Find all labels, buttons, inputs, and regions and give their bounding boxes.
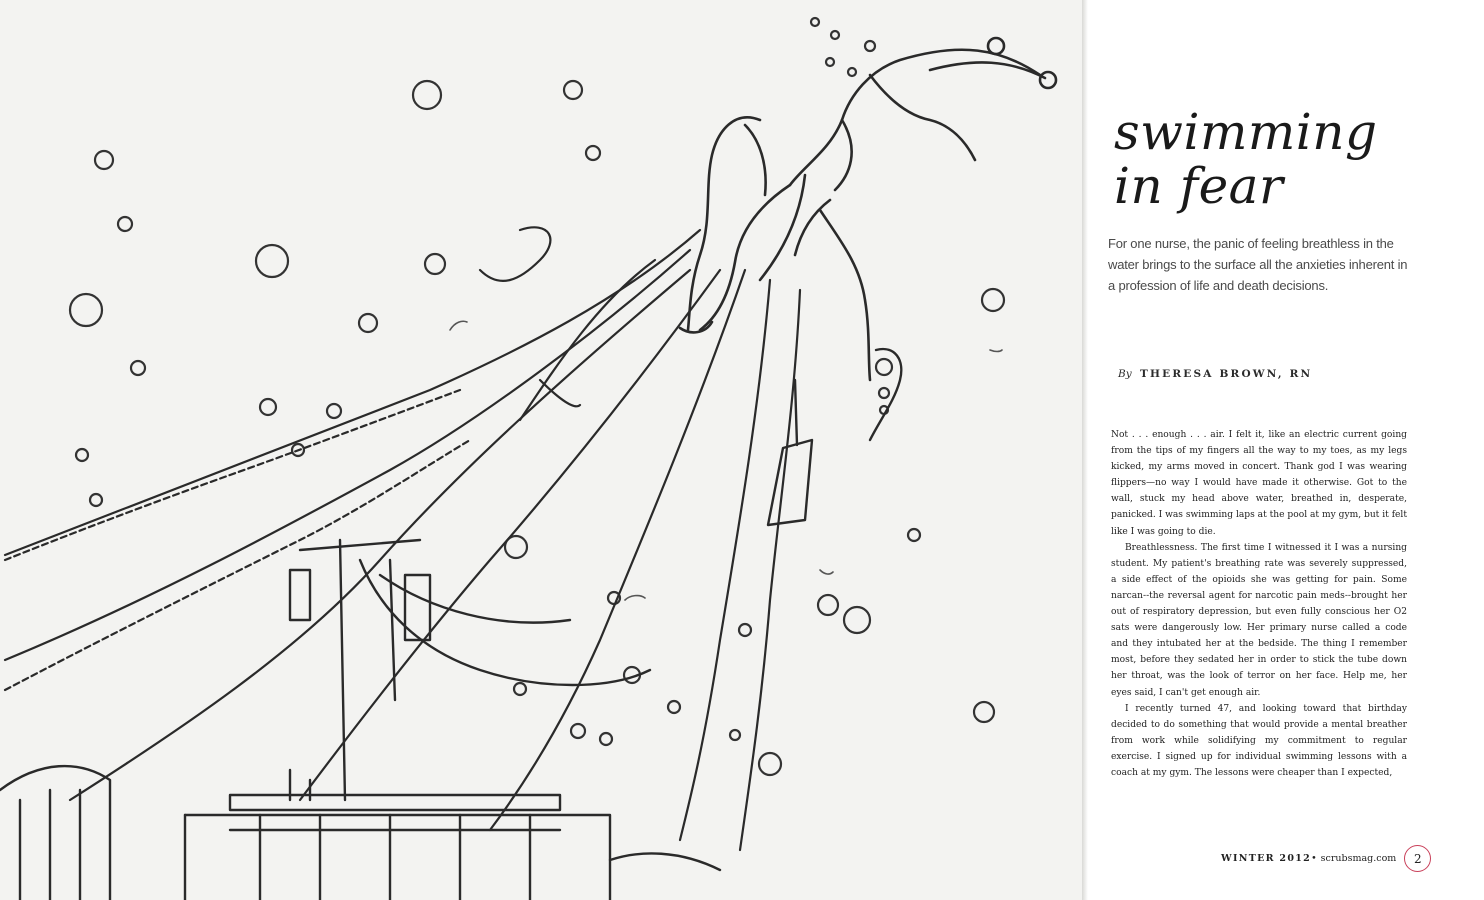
article-page: [1088, 0, 1484, 900]
byline: [1118, 368, 1312, 380]
issue-season: WINTER 2012: [1221, 853, 1312, 864]
author-name: THERESA BROWN, RN: [1140, 368, 1313, 380]
site-url[interactable]: scrubsmag.com: [1320, 853, 1397, 864]
page-footer: [1221, 845, 1431, 872]
body-paragraph: Not . . . enough . . . air. I felt it, like an electric current going from the tips of my fingers all the way to my toes, as my legs kicked, my arms moved in concert. Thank god I was wearing flippers—no way I would have made it otherwise. Got to the wall, stuck my head above water, breathed in, desperate, panicked. I was swimming laps at the pool at my gym, but it felt like I was going to die.: [1111, 430, 1407, 537]
body-paragraph: Breathlessness. The first time I witnessed it I was a nursing student. My patient's breathing rate was severely suppressed, a side effect of the opioids she was getting for pain. Some narcan--the reversal agent for narcotic pain meds--brought her out of respiratory depression, but even fully conscious her O2 sats were dangerously low. Her primary nurse called a code and they intubated her at the bedside. The thing I remember most, before they sedated her in order to stick the tube down her throat, was the look of terror on her face. Help me, her eyes said, I can't get enough air.: [1111, 542, 1407, 698]
body-paragraph: I recently turned 47, and looking toward that birthday decided to do something that would provide a mental breather from work while solidifying my commitment to regular exercise. I signed up for individual swimming lessons with a coach at my gym. The lessons were cheaper than I expected,: [1111, 703, 1407, 778]
footer-separator: •: [1311, 853, 1317, 864]
byline-prefix: By: [1118, 368, 1132, 380]
article-dek: For one nurse, the panic of feeling breathless in the water brings to the surface all the anxieties inherent in a profession of life and death decisions.: [1108, 236, 1408, 293]
article-title: [1114, 105, 1377, 213]
page-number: 2: [1404, 845, 1431, 872]
article-body: [1111, 427, 1407, 781]
title-line-2: in fear: [1114, 157, 1284, 215]
title-line-1: swimming: [1114, 103, 1378, 161]
